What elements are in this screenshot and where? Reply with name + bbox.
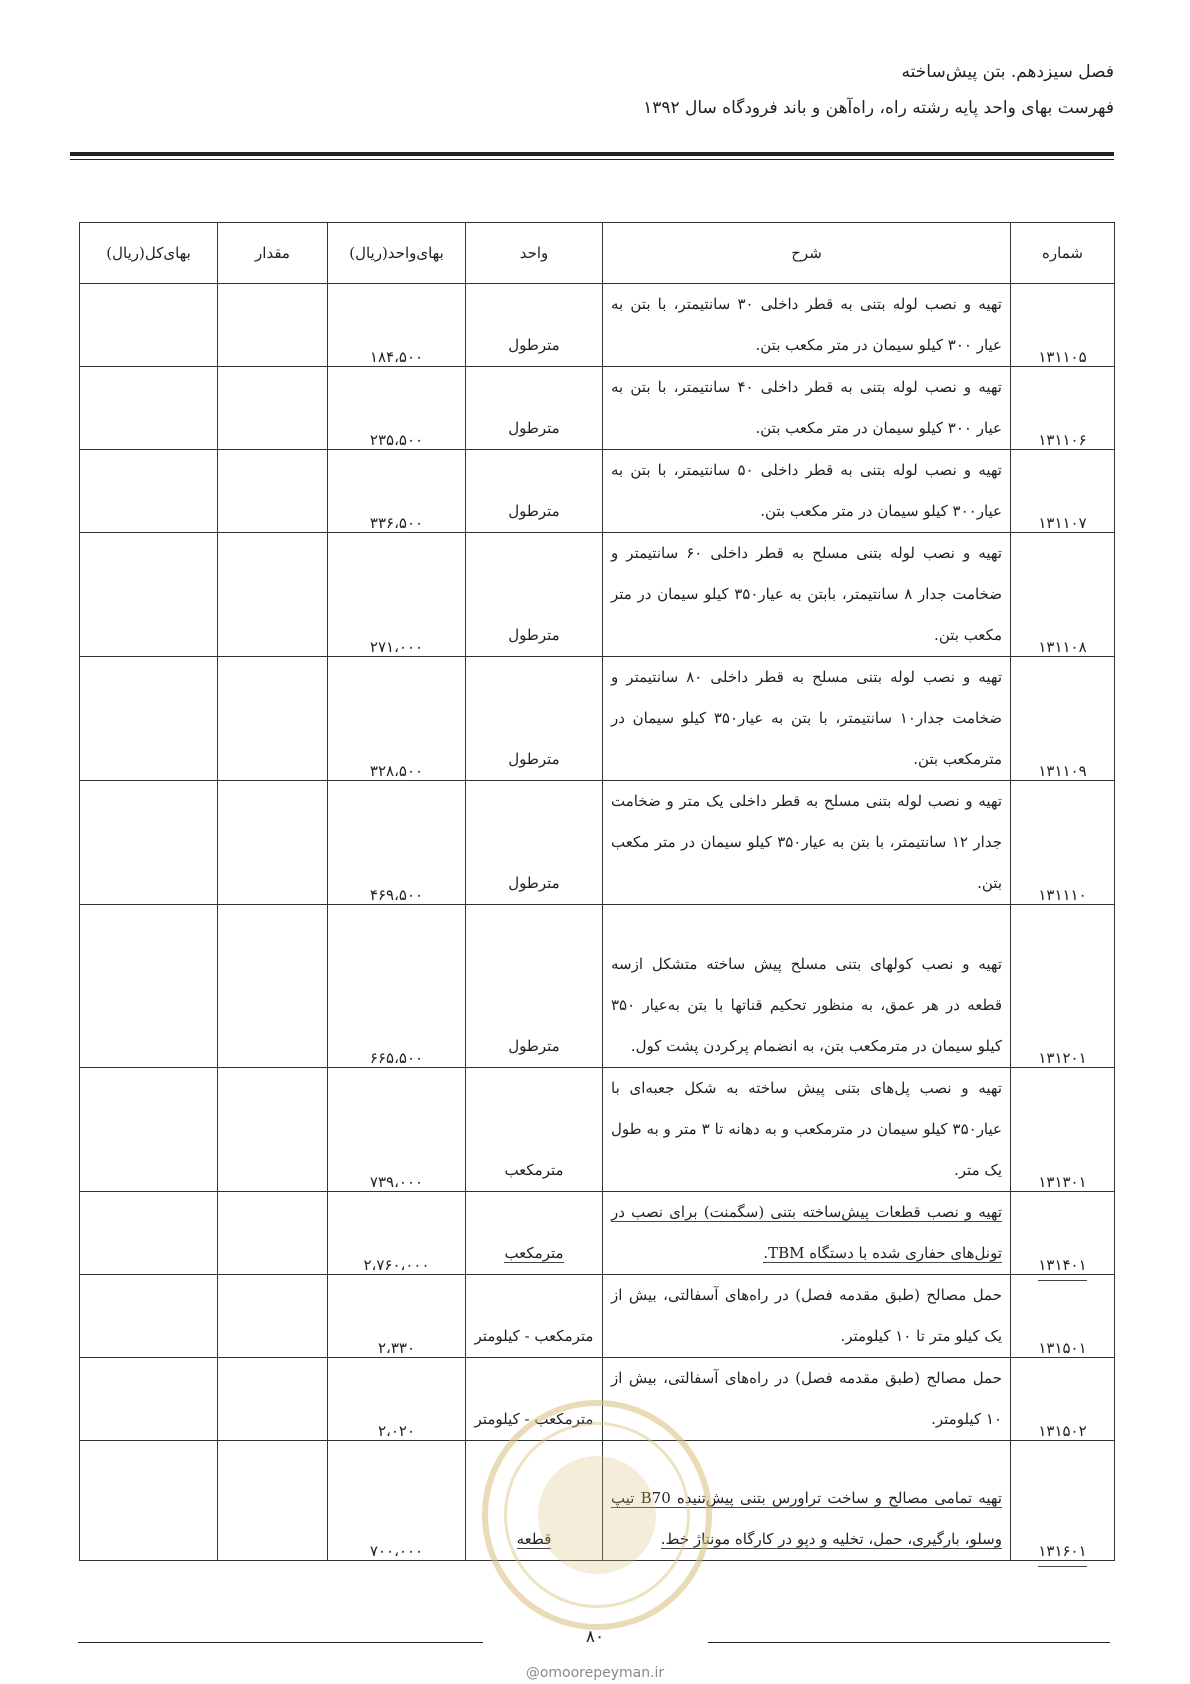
item-quantity: [218, 905, 328, 1068]
item-number: [1011, 1441, 1115, 1561]
item-unit-price: ۲،۰۲۰: [328, 1358, 466, 1441]
item-quantity: [218, 1358, 328, 1441]
item-number: ۱۳۱۵۰۱: [1011, 1275, 1115, 1358]
header-rule-thin: [70, 159, 1114, 160]
item-unit: مترطول: [466, 905, 603, 1068]
item-description: حمل مصالح (طبق مقدمه فصل) در راه‌های آسفالتی، بیش از ۱۰ کیلومتر.: [603, 1358, 1011, 1441]
item-unit: مترطول: [466, 450, 603, 533]
item-number: [1011, 1192, 1115, 1275]
item-number: ۱۳۱۱۰۸: [1011, 533, 1115, 657]
item-description: تهیه و نصب لوله بتنی مسلح به قطر داخلی یک متر و ضخامت جدار ۱۲ سانتیمتر، با بتن به عیار۳۵۰ کیلو سیمان در متر مکعب بتن.: [603, 781, 1011, 905]
item-unit: مترطول: [466, 781, 603, 905]
item-unit: مترطول: [466, 284, 603, 367]
item-description: تهیه و نصب پل‌های بتنی پیش ساخته به شکل جعبه‌ای با عیار۳۵۰ کیلو سیمان در مترمکعب و به دهانه تا ۳ متر و به طول یک متر.: [603, 1068, 1011, 1192]
item-unit-text: مترمکعب: [504, 1244, 564, 1262]
item-unit-price: ۶۶۵،۵۰۰: [328, 905, 466, 1068]
page-number: ۸۰: [585, 1627, 605, 1647]
item-unit: مترطول: [466, 657, 603, 781]
item-quantity: [218, 781, 328, 905]
item-quantity: [218, 367, 328, 450]
item-description: تهیه و نصب کولهای بتنی مسلح پیش ساخته متشکل ازسه قطعه در هر عمق، به منظور تحکیم قناتها با بتن به‌عیار ۳۵۰ کیلو سیمان در مترمکعب بتن، به انضمام پرکردن پشت کول.: [603, 905, 1011, 1068]
item-number: ۱۳۱۳۰۱: [1011, 1068, 1115, 1192]
item-unit-price: ۱۸۴،۵۰۰: [328, 284, 466, 367]
item-quantity: [218, 450, 328, 533]
item-description: حمل مصالح (طبق مقدمه فصل) در راه‌های آسفالتی، بیش از یک کیلو متر تا ۱۰ کیلومتر.: [603, 1275, 1011, 1358]
item-number: ۱۳۱۱۱۰: [1011, 781, 1115, 905]
item-unit-price: ۲۳۵،۵۰۰: [328, 367, 466, 450]
item-number: ۱۳۱۱۰۷: [1011, 450, 1115, 533]
price-list-table: [79, 222, 1115, 1561]
table-row: [80, 1358, 1115, 1441]
item-total-price: [80, 1358, 218, 1441]
table-row: [80, 657, 1115, 781]
item-description: تهیه و نصب لوله بتنی به قطر داخلی ۵۰ سانتیمتر، با بتن به عیار۳۰۰ کیلو سیمان در متر مکعب بتن.: [603, 450, 1011, 533]
item-description-text: تهیه و نصب قطعات پیش‌ساخته بتنی (سگمنت) برای نصب در تونل‌های حفاری شده با دستگاه TBM.: [611, 1203, 1002, 1262]
item-unit-price: ۴۶۹،۵۰۰: [328, 781, 466, 905]
item-unit-price: ۷۰۰،۰۰۰: [328, 1441, 466, 1561]
item-description-text: تهیه تمامی مصالح و ساخت تراورس بتنی پیش‌تنیده B70 تیپ وسلو، بارگیری، حمل، تخلیه و دپو در کارگاه مونتاژ خط.: [611, 1489, 1003, 1548]
item-total-price: [80, 781, 218, 905]
item-description: تهیه و نصب لوله بتنی مسلح به قطر داخلی ۶۰ سانتیمتر و ضخامت جدار ۸ سانتیمتر، بابتن به عیار۳۵۰ کیلو سیمان در متر مکعب بتن.: [603, 533, 1011, 657]
item-number: ۱۳۱۱۰۵: [1011, 284, 1115, 367]
item-unit: مترطول: [466, 533, 603, 657]
item-description: تهیه و نصب لوله بتنی به قطر داخلی ۳۰ سانتیمتر، با بتن به عیار ۳۰۰ کیلو سیمان در متر مکعب بتن.: [603, 284, 1011, 367]
watermark-site: @omoorepeyman.ir: [525, 1665, 665, 1681]
item-unit-price: ۲،۷۶۰،۰۰۰: [328, 1192, 466, 1275]
column-header-number: شماره: [1011, 223, 1115, 284]
item-number-text: ۱۳۱۴۰۱: [1038, 1256, 1086, 1281]
item-quantity: [218, 657, 328, 781]
item-unit-price: ۷۳۹،۰۰۰: [328, 1068, 466, 1192]
item-total-price: [80, 905, 218, 1068]
footer-rule-left: [78, 1642, 483, 1643]
item-total-price: [80, 284, 218, 367]
item-number-text: ۱۳۱۶۰۱: [1038, 1542, 1086, 1567]
item-number: ۱۳۱۵۰۲: [1011, 1358, 1115, 1441]
column-header-unit-price: بهای‌واحد(ریال): [328, 223, 466, 284]
item-description: تهیه و نصب لوله بتنی به قطر داخلی ۴۰ سانتیمتر، با بتن به عیار ۳۰۰ کیلو سیمان در متر مکعب بتن.: [603, 367, 1011, 450]
item-unit: مترمکعب - کیلومتر: [466, 1275, 603, 1358]
item-description: [603, 1441, 1011, 1561]
item-total-price: [80, 450, 218, 533]
item-total-price: [80, 533, 218, 657]
item-unit-price: ۳۳۶،۵۰۰: [328, 450, 466, 533]
table-row: [80, 284, 1115, 367]
table-row: [80, 1275, 1115, 1358]
table-row: [80, 1192, 1115, 1275]
table-row: [80, 450, 1115, 533]
item-number: ۱۳۱۱۰۶: [1011, 367, 1115, 450]
item-quantity: [218, 1192, 328, 1275]
item-description: [603, 1192, 1011, 1275]
item-total-price: [80, 1068, 218, 1192]
table-row: [80, 905, 1115, 1068]
item-number: ۱۳۱۲۰۱: [1011, 905, 1115, 1068]
item-unit: مترطول: [466, 367, 603, 450]
table-row: [80, 1068, 1115, 1192]
column-header-total-price: بهای‌کل(ریال): [80, 223, 218, 284]
table-row: [80, 533, 1115, 657]
column-header-description: شرح: [603, 223, 1011, 284]
item-unit-price: ۳۲۸،۵۰۰: [328, 657, 466, 781]
column-header-unit: واحد: [466, 223, 603, 284]
item-quantity: [218, 1441, 328, 1561]
item-unit-price: ۲،۳۳۰: [328, 1275, 466, 1358]
table-row: [80, 367, 1115, 450]
item-unit-price: ۲۷۱،۰۰۰: [328, 533, 466, 657]
header-rule: [70, 152, 1114, 156]
item-number: ۱۳۱۱۰۹: [1011, 657, 1115, 781]
page-header: [70, 62, 1114, 118]
item-total-price: [80, 1192, 218, 1275]
item-total-price: [80, 657, 218, 781]
table-header-row: [80, 223, 1115, 284]
table-row: [80, 781, 1115, 905]
table-row: [80, 1441, 1115, 1561]
item-unit: [466, 1441, 603, 1561]
column-header-quantity: مقدار: [218, 223, 328, 284]
chapter-title: فصل سیزدهم. بتن پیش‌ساخته: [901, 62, 1114, 82]
item-unit-text: قطعه: [516, 1530, 552, 1548]
footer-rule-right: [708, 1642, 1110, 1643]
item-total-price: [80, 367, 218, 450]
item-unit: مترمکعب: [466, 1068, 603, 1192]
item-quantity: [218, 284, 328, 367]
item-unit: مترمکعب - کیلومتر: [466, 1358, 603, 1441]
item-quantity: [218, 533, 328, 657]
item-total-price: [80, 1441, 218, 1561]
item-quantity: [218, 1275, 328, 1358]
item-quantity: [218, 1068, 328, 1192]
item-description: تهیه و نصب لوله بتنی مسلح به قطر داخلی ۸۰ سانتیمتر و ضخامت جدار۱۰ سانتیمتر، با بتن به عیار۳۵۰ کیلو سیمان در مترمکعب بتن.: [603, 657, 1011, 781]
item-unit: [466, 1192, 603, 1275]
item-total-price: [80, 1275, 218, 1358]
document-subtitle: فهرست بهای واحد پایه رشته راه، راه‌آهن و باند فرودگاه سال ۱۳۹۲: [643, 98, 1114, 118]
